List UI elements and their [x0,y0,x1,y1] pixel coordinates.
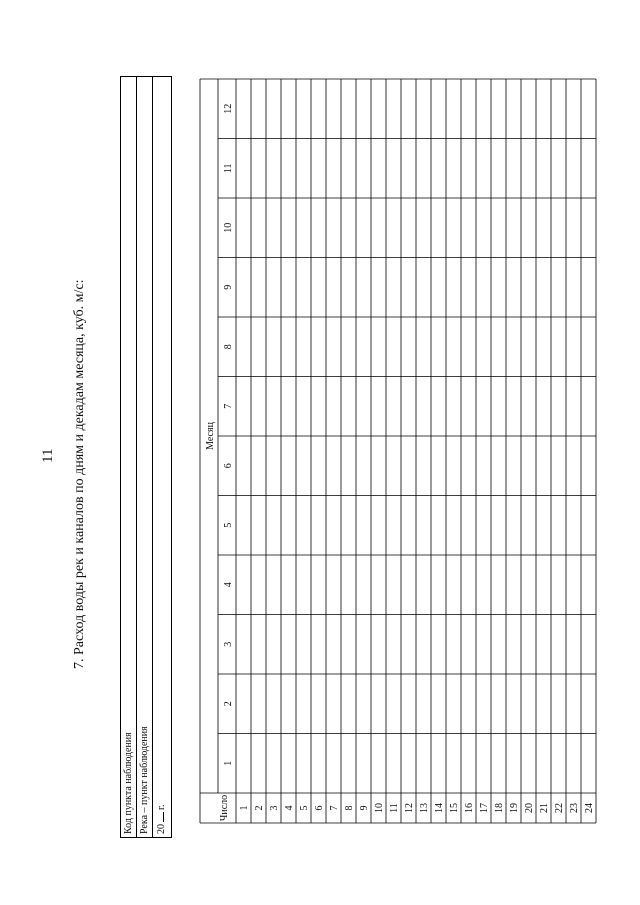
month-number: 2 [223,701,234,707]
month-number: 6 [223,463,234,469]
month-number: 8 [223,344,234,350]
year-suffix: г. [156,804,167,810]
day-number: 18 [494,803,505,813]
month-number: 5 [223,522,234,528]
month-number: 12 [223,103,234,114]
day-number: 23 [569,803,580,813]
day-number: 6 [314,805,325,811]
day-number: 2 [254,805,265,811]
month-number: 4 [223,582,234,588]
station-code-label: Код пункта наблюдения [123,732,134,834]
day-number: 13 [419,803,430,813]
day-number: 21 [539,803,550,813]
month-number: 10 [223,222,234,233]
day-number: 12 [404,803,415,813]
day-number: 22 [554,803,565,813]
day-number: 17 [479,803,490,813]
day-number: 15 [449,803,460,813]
day-number: 8 [344,805,355,811]
day-number: 11 [389,803,400,813]
month-number: 7 [223,403,234,409]
day-header: Число [219,794,230,822]
day-number: 19 [509,803,520,813]
month-number: 3 [223,641,234,647]
day-number: 4 [284,805,295,811]
day-number: 20 [524,803,535,813]
month-number: 11 [223,163,234,174]
page-number: 11 [40,448,56,463]
month-header: Месяц [205,422,216,450]
day-number: 9 [359,805,370,811]
day-number: 14 [434,803,445,813]
month-number: 1 [223,760,234,766]
document-title: 7. Расход воды рек и каналов по дням и декадам месяца, куб. м/с: [72,279,87,669]
river-station-label: Река – пункт наблюдения [139,726,150,834]
day-number: 7 [329,805,340,811]
day-number: 1 [239,805,250,811]
day-number: 24 [584,803,595,813]
day-number: 5 [299,805,310,811]
day-number: 3 [269,805,280,811]
day-number: 16 [464,803,475,813]
day-number: 10 [374,803,385,813]
month-number: 9 [223,284,234,290]
year-prefix: 20 [156,824,167,834]
